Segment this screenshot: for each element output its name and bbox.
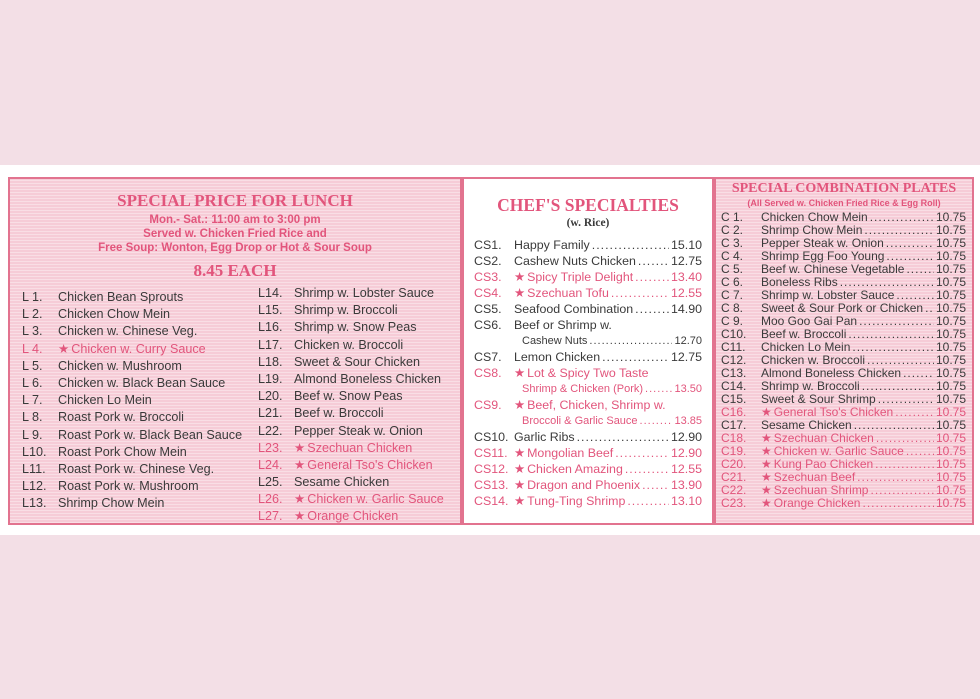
item-name: Kung Pao Chicken [773, 457, 874, 471]
item-price: 10.75 [935, 301, 966, 315]
item-detail: Shrimp & Chicken (Pork) [522, 383, 644, 395]
leader-dots [906, 263, 934, 276]
lunch-right-column [258, 285, 458, 526]
item-name: Shrimp w. Lobster Sauce [294, 286, 435, 300]
item-price: 15.10 [670, 238, 702, 252]
item-name: Sweet & Sour Pork or Chicken [761, 301, 924, 315]
item-price: 10.75 [935, 405, 966, 419]
item-code: L16. [258, 320, 283, 335]
leader-dots [615, 445, 669, 461]
item-name: Chicken w. Broccoli [761, 353, 866, 367]
item-price: 10.75 [935, 470, 966, 484]
item-code: L25. [258, 475, 283, 490]
item-price: 10.75 [935, 249, 966, 263]
menu-item [474, 429, 702, 445]
menu-item [474, 365, 702, 381]
menu-item [22, 341, 252, 358]
item-code: L 9. [22, 427, 43, 442]
leader-dots [592, 237, 669, 253]
leader-dots [903, 367, 934, 380]
item-code: L19. [258, 371, 283, 386]
lunch-title: SPECIAL PRICE FOR LUNCH [117, 191, 353, 210]
lunch-hours: Mon.- Sat.: 11:00 am to 3:00 pm [149, 214, 321, 226]
item-name: Shrimp w. Broccoli [761, 379, 860, 393]
menu-item [474, 301, 702, 317]
item-code: CS13. [474, 478, 509, 492]
item-price: 12.75 [670, 350, 702, 364]
item-code: L21. [258, 406, 283, 421]
item-price: 10.75 [935, 457, 966, 471]
item-code: L23. [258, 440, 283, 455]
item-code: CS9. [474, 398, 502, 412]
item-code: C 3. [721, 236, 744, 250]
menu-item [22, 478, 252, 495]
leader-dots [642, 477, 669, 493]
star-icon: ★ [58, 341, 70, 356]
item-name: Szechuan Beef [773, 470, 856, 484]
star-icon: ★ [761, 431, 772, 445]
item-name: Beef w. Broccoli [294, 406, 384, 421]
item-price: 13.90 [670, 478, 702, 492]
item-price: 13.85 [674, 415, 702, 427]
item-price: 10.75 [935, 327, 966, 341]
item-name: Seafood Combination [514, 302, 634, 316]
item-code: CS5. [474, 302, 502, 316]
menu-item-detail [474, 333, 702, 349]
menu-item [258, 440, 458, 457]
star-icon: ★ [761, 457, 772, 471]
leader-dots [635, 301, 669, 317]
star-icon: ★ [514, 494, 526, 508]
item-code: L27. [258, 509, 283, 524]
item-name: Chicken Chow Mein [58, 307, 170, 322]
item-price: 10.75 [935, 353, 966, 367]
leader-dots [625, 461, 669, 477]
item-name: Chicken Amazing [527, 462, 623, 476]
lunch-served: Served w. Chicken Fried Rice and [143, 228, 327, 240]
item-code: C 2. [721, 223, 744, 237]
item-code: L15. [258, 303, 283, 318]
menu-item [22, 409, 252, 426]
menu-item [22, 427, 252, 444]
leader-dots [602, 349, 669, 365]
leader-dots [870, 211, 934, 224]
leader-dots [859, 315, 934, 328]
star-icon: ★ [761, 444, 772, 458]
item-price: 10.75 [935, 496, 966, 510]
item-code: L 8. [22, 410, 43, 425]
item-name: Mongolian Beef [527, 446, 614, 460]
item-price: 10.75 [935, 418, 966, 432]
item-price: 12.55 [670, 286, 702, 300]
menu-item [258, 319, 458, 336]
item-code: C 9. [721, 314, 744, 328]
item-code: C12. [721, 353, 747, 367]
item-name: Roast Pork Chow Mein [58, 444, 187, 459]
combination-plates-panel [714, 177, 974, 525]
item-code: L22. [258, 423, 283, 438]
item-name: Cashew Nuts Chicken [514, 254, 636, 268]
menu-item [474, 477, 702, 493]
item-code: C18. [721, 431, 747, 445]
item-name: Moo Goo Gai Pan [761, 314, 858, 328]
menu-item [22, 306, 252, 323]
item-code: L17. [258, 337, 283, 352]
leader-dots [635, 269, 669, 285]
star-icon: ★ [514, 270, 526, 284]
chef-specialties-panel [462, 177, 714, 525]
item-code: C19. [721, 444, 747, 458]
star-icon: ★ [294, 492, 306, 507]
menu-item [474, 237, 702, 253]
item-price: 10.75 [935, 288, 966, 302]
combo-title: SPECIAL COMBINATION PLATES [731, 181, 957, 196]
chef-title: CHEF'S SPECIALTIES [497, 195, 679, 215]
menu-item [22, 358, 252, 375]
lunch-left-column [22, 289, 252, 512]
item-code: CS7. [474, 350, 502, 364]
item-name: General Tso's Chicken [307, 457, 433, 472]
item-name: Shrimp Egg Foo Young [761, 249, 885, 263]
menu-item [22, 444, 252, 461]
item-code: L13. [22, 496, 47, 511]
item-name: Almond Boneless Chicken [761, 366, 902, 380]
item-name: Boneless Ribs [761, 275, 838, 289]
item-code: C14. [721, 379, 747, 393]
menu-item [258, 405, 458, 422]
item-name: Chicken Lo Mein [761, 340, 851, 354]
item-price: 10.75 [935, 379, 966, 393]
item-name: Sweet & Sour Chicken [294, 354, 420, 369]
menu-item [22, 289, 252, 306]
item-code: C11. [721, 340, 746, 354]
menu-item [474, 349, 702, 365]
item-name: Beef w. Chinese Vegetable [761, 262, 905, 276]
item-name: Shrimp w. Broccoli [294, 303, 398, 318]
item-code: C23. [721, 496, 747, 510]
item-code: C15. [721, 392, 747, 406]
item-name: Roast Pork w. Broccoli [58, 410, 184, 425]
lunch-price: 8.45 EACH [193, 261, 277, 280]
leader-dots [638, 253, 669, 269]
item-name: Shrimp w. Snow Peas [294, 320, 417, 335]
item-name: Roast Pork w. Black Bean Sauce [58, 427, 243, 442]
item-code: C 1. [721, 210, 744, 224]
item-code: C17. [721, 418, 747, 432]
menu-item [258, 508, 458, 525]
item-code: L18. [258, 354, 283, 369]
item-code: C 8. [721, 301, 744, 315]
leader-dots [577, 429, 669, 445]
item-price: 10.75 [935, 444, 966, 458]
item-code: C16. [721, 405, 747, 419]
item-name: Lot & Spicy Two Taste [527, 366, 649, 380]
item-price: 10.75 [935, 392, 966, 406]
item-code: L12. [22, 479, 47, 494]
item-code: CS2. [474, 254, 502, 268]
item-code: C21. [721, 470, 747, 484]
chef-list [474, 237, 702, 509]
menu-item [258, 302, 458, 319]
star-icon: ★ [761, 405, 772, 419]
item-price: 12.90 [670, 430, 702, 444]
item-code: L24. [258, 457, 283, 472]
item-name: Shrimp w. Lobster Sauce [761, 288, 895, 302]
item-price: 10.75 [935, 483, 966, 497]
star-icon: ★ [294, 440, 306, 455]
menu-item [258, 388, 458, 405]
item-code: L14. [258, 286, 283, 300]
menu-item-detail [474, 381, 702, 397]
item-price: 14.90 [670, 302, 702, 316]
item-price: 12.55 [670, 462, 702, 476]
item-code: L11. [22, 461, 46, 476]
menu-item [474, 397, 702, 413]
menu-item [258, 474, 458, 491]
item-name: Chicken w. Broccoli [294, 337, 404, 352]
item-name: Garlic Ribs [514, 430, 575, 444]
item-code: CS10. [474, 430, 509, 444]
item-name: Spicy Triple Delight [527, 270, 634, 284]
item-name: Chicken w. Black Bean Sauce [58, 375, 226, 390]
item-price: 10.75 [935, 340, 966, 354]
item-name: Dragon and Phoenix [527, 478, 641, 492]
item-code: CS6. [474, 318, 502, 332]
lunch-special-panel [8, 177, 462, 525]
leader-dots [611, 285, 669, 301]
item-price: 12.70 [674, 335, 702, 347]
combo-list [721, 211, 966, 510]
item-code: C20. [721, 457, 747, 471]
menu-item [258, 337, 458, 354]
star-icon: ★ [514, 478, 526, 492]
item-code: L 2. [22, 307, 43, 322]
item-name: Sesame Chicken [761, 418, 852, 432]
item-name: Szechuan Chicken [773, 431, 874, 445]
item-code: C 5. [721, 262, 744, 276]
item-name: Chicken Lo Mein [58, 393, 152, 408]
item-name: Chicken Bean Sprouts [58, 290, 184, 304]
menu-item [258, 457, 458, 474]
menu-item [474, 269, 702, 285]
item-price: 10.75 [935, 223, 966, 237]
leader-dots [906, 445, 934, 458]
leader-dots [857, 471, 934, 484]
item-price: 10.75 [935, 366, 966, 380]
item-name: Chicken w. Garlic Sauce [773, 444, 904, 458]
item-code: CS12. [474, 462, 509, 476]
item-code: CS14. [474, 494, 509, 508]
item-name: Lemon Chicken [514, 350, 601, 364]
item-code: C10. [721, 327, 747, 341]
item-code: L26. [258, 492, 283, 507]
item-name: Roast Pork w. Chinese Veg. [58, 461, 215, 476]
item-name: Orange Chicken [773, 496, 861, 510]
item-code: L 3. [22, 324, 43, 339]
item-code: C 6. [721, 275, 744, 289]
menu-item [474, 461, 702, 477]
item-name: Shrimp Chow Mein [58, 496, 165, 511]
item-code: L 7. [22, 393, 43, 408]
item-code: CS11. [474, 446, 508, 460]
leader-dots [886, 237, 934, 250]
menu-item [258, 285, 458, 302]
leader-dots [645, 381, 672, 397]
item-code: L 1. [22, 290, 43, 304]
item-name: Szechuan Tofu [527, 286, 609, 300]
item-name: Pepper Steak w. Onion [761, 236, 884, 250]
star-icon: ★ [294, 509, 306, 524]
item-name: Chicken w. Garlic Sauce [307, 492, 444, 507]
item-code: CS4. [474, 286, 502, 300]
item-name: Sweet & Sour Shrimp [761, 392, 876, 406]
item-price: 12.75 [670, 254, 702, 268]
item-name: Chicken Chow Mein [761, 210, 868, 224]
star-icon: ★ [514, 462, 526, 476]
menu-item-detail [474, 413, 702, 429]
item-name: General Tso's Chicken [773, 405, 894, 419]
menu-item [22, 392, 252, 409]
item-name: Beef w. Broccoli [761, 327, 847, 341]
item-name: Sesame Chicken [294, 475, 390, 490]
combo-subtitle: (All Served w. Chicken Fried Rice & Egg Roll) [747, 198, 941, 208]
menu-item [258, 491, 458, 508]
menu-item [22, 461, 252, 478]
leader-dots [925, 302, 934, 315]
item-name: Szechuan Shrimp [773, 483, 869, 497]
item-name: Chicken w. Curry Sauce [71, 341, 206, 356]
menu-item [258, 371, 458, 388]
item-code: CS3. [474, 270, 502, 284]
item-name: Beef or Shrimp w. [514, 318, 612, 332]
item-code: L10. [22, 444, 47, 459]
menu-item [721, 263, 966, 276]
leader-dots [848, 328, 934, 341]
menu-item [22, 495, 252, 512]
item-code: L20. [258, 389, 283, 404]
item-detail: Cashew Nuts [522, 335, 588, 347]
menu-item [258, 423, 458, 440]
leader-dots [875, 458, 934, 471]
item-price: 12.90 [670, 446, 702, 460]
item-price: 10.75 [935, 262, 966, 276]
menu-item [258, 354, 458, 371]
item-name: Happy Family [514, 238, 590, 252]
menu-item [22, 375, 252, 392]
star-icon: ★ [514, 366, 526, 380]
item-name: Chicken w. Mushroom [58, 358, 182, 373]
item-code: L 5. [22, 358, 43, 373]
item-price: 10.75 [935, 275, 966, 289]
leader-dots [862, 497, 933, 510]
item-price: 13.50 [674, 383, 702, 395]
star-icon: ★ [514, 398, 526, 412]
item-name: Shrimp Chow Mein [761, 223, 863, 237]
lunch-soup: Free Soup: Wonton, Egg Drop or Hot & Sour Soup [98, 242, 372, 254]
item-code: L 6. [22, 375, 43, 390]
item-price: 13.10 [670, 494, 702, 508]
item-name: Roast Pork w. Mushroom [58, 479, 199, 494]
leader-dots [895, 406, 934, 419]
star-icon: ★ [514, 446, 526, 460]
menu-item [474, 253, 702, 269]
menu-item [474, 445, 702, 461]
item-name: Almond Boneless Chicken [294, 371, 442, 386]
item-price: 10.75 [935, 236, 966, 250]
star-icon: ★ [294, 457, 306, 472]
menu-item [721, 497, 966, 510]
star-icon: ★ [761, 470, 772, 484]
star-icon: ★ [761, 483, 772, 497]
chef-subtitle: (w. Rice) [566, 217, 610, 229]
item-code: C22. [721, 483, 747, 497]
menu-item [474, 493, 702, 509]
item-price: 10.75 [935, 314, 966, 328]
leader-dots [870, 484, 933, 497]
star-icon: ★ [761, 496, 772, 510]
menu-item [22, 323, 252, 340]
item-code: L 4. [22, 341, 43, 356]
item-price: 10.75 [935, 210, 966, 224]
item-name: Szechuan Chicken [307, 440, 413, 455]
item-detail: Broccoli & Garlic Sauce [522, 415, 638, 427]
leader-dots [640, 413, 673, 429]
item-price: 10.75 [935, 431, 966, 445]
menu-item [474, 317, 702, 333]
item-name: Tung-Ting Shrimp [527, 494, 626, 508]
item-price: 13.40 [670, 270, 702, 284]
item-name: Pepper Steak w. Onion [294, 423, 423, 438]
item-code: C13. [721, 366, 747, 380]
item-name: Chicken w. Chinese Veg. [58, 324, 198, 339]
item-code: CS1. [474, 238, 502, 252]
item-code: C 4. [721, 249, 744, 263]
item-name: Orange Chicken [307, 509, 399, 524]
item-name: Beef w. Snow Peas [294, 389, 403, 404]
leader-dots [627, 493, 669, 509]
item-code: C 7. [721, 288, 744, 302]
item-code: CS8. [474, 366, 502, 380]
item-name: Beef, Chicken, Shrimp w. [527, 398, 666, 412]
leader-dots [589, 333, 672, 349]
menu-item [474, 285, 702, 301]
star-icon: ★ [514, 286, 526, 300]
